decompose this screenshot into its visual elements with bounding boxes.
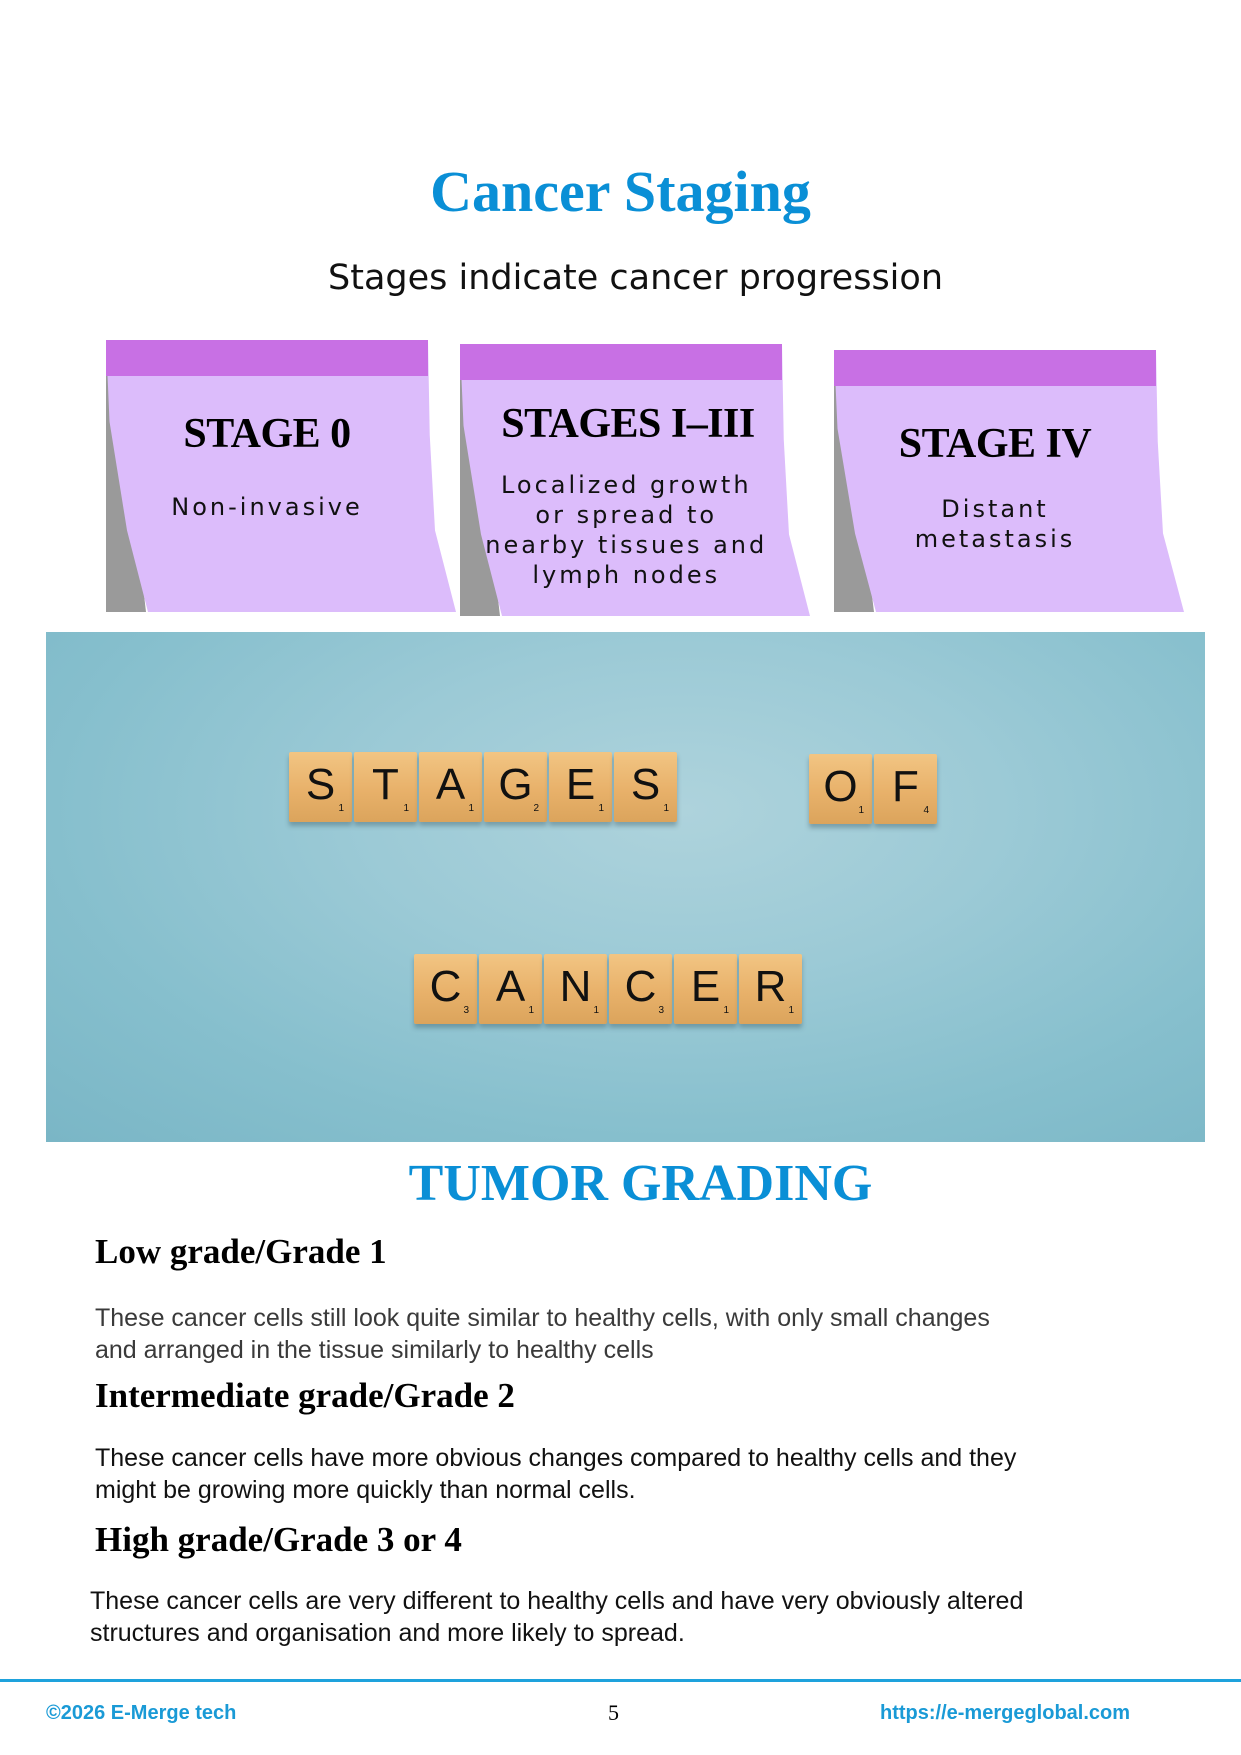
grade-1-description xyxy=(95,1302,1175,1366)
scrabble-tile xyxy=(809,754,872,824)
page-title: Cancer Staging xyxy=(430,159,811,224)
tile-score: 1 xyxy=(663,803,669,814)
sticky-note-stage-0 xyxy=(106,340,456,612)
sticky-note-stage-4 xyxy=(834,350,1184,612)
tile-score: 1 xyxy=(788,1005,794,1016)
stage-title: STAGE IV xyxy=(898,421,1092,467)
stage-description-line: metastasis xyxy=(914,525,1076,553)
grade-2-description xyxy=(95,1442,1175,1506)
grade-3-4-line: These cancer cells are very different to healthy cells and have very obviously altered xyxy=(90,1587,1024,1615)
tile-score: 1 xyxy=(858,805,864,816)
scrabble-tile xyxy=(739,954,802,1024)
stage-description-line: lymph nodes xyxy=(532,561,721,589)
scrabble-tile xyxy=(544,954,607,1024)
tile-score: 1 xyxy=(598,803,604,814)
grade-3-4-line: structures and organisation and more likely to spread. xyxy=(90,1619,685,1647)
stage-title: STAGES I–III xyxy=(501,401,755,447)
tile-score: 2 xyxy=(533,803,539,814)
note-tape xyxy=(460,344,782,380)
stage-description-line: Distant xyxy=(941,495,1049,523)
tile-score: 1 xyxy=(338,803,344,814)
note-tape xyxy=(834,350,1156,386)
tumor-grading-title: TUMOR GRADING xyxy=(408,1155,873,1212)
footer-copyright: ©2026 E-Merge tech xyxy=(46,1702,237,1724)
grade-2-line: might be growing more quickly than normal cells. xyxy=(95,1476,636,1504)
tile-letter: A xyxy=(435,760,466,809)
footer-website-link[interactable]: https://e-mergeglobal.com xyxy=(880,1702,1131,1724)
tile-letter: F xyxy=(892,762,919,811)
tile-score: 1 xyxy=(468,803,474,814)
tile-letter: R xyxy=(754,962,787,1011)
tile-score: 1 xyxy=(528,1005,534,1016)
tile-letter: S xyxy=(305,760,336,809)
grade-1-line: These cancer cells still look quite similar to healthy cells, with only small changes xyxy=(95,1304,990,1332)
tile-letter: S xyxy=(630,760,661,809)
tile-letter: E xyxy=(690,962,721,1011)
tile-score: 1 xyxy=(403,803,409,814)
scrabble-tile xyxy=(614,752,677,822)
sticky-note-stages-1-3 xyxy=(460,344,810,616)
scrabble-tile xyxy=(419,752,482,822)
scrabble-tile xyxy=(479,954,542,1024)
tile-letter: E xyxy=(565,760,596,809)
tile-letter: A xyxy=(495,962,526,1011)
tile-word-stages xyxy=(289,752,677,822)
scrabble-tile xyxy=(414,954,477,1024)
stage-description-line: nearby tissues and xyxy=(485,531,768,559)
grade-3-4-description xyxy=(90,1585,1170,1649)
scrabble-tile xyxy=(674,954,737,1024)
stage-description xyxy=(460,470,793,590)
tile-letter: N xyxy=(559,962,592,1011)
grade-1-line: and arranged in the tissue similarly to healthy cells xyxy=(95,1336,654,1364)
stages-of-cancer-photo xyxy=(46,632,1205,1142)
scrabble-tile xyxy=(609,954,672,1024)
stage-title: STAGE 0 xyxy=(183,411,351,457)
tile-letter: C xyxy=(624,962,657,1011)
scrabble-tile xyxy=(484,752,547,822)
stage-description: Non-invasive xyxy=(171,493,363,521)
tile-word-cancer xyxy=(414,954,802,1024)
page-subtitle: Stages indicate cancer progression xyxy=(328,258,943,298)
note-paper xyxy=(106,340,456,612)
scrabble-tile xyxy=(549,752,612,822)
grade-2-line: These cancer cells have more obvious changes compared to healthy cells and they xyxy=(95,1444,1017,1472)
stage-description xyxy=(834,494,1156,554)
note-paper xyxy=(834,350,1184,612)
tile-score: 1 xyxy=(723,1005,729,1016)
tile-letter: O xyxy=(823,762,858,811)
tile-letter: G xyxy=(498,760,533,809)
tile-score: 3 xyxy=(658,1005,664,1016)
scrabble-tile xyxy=(289,752,352,822)
tile-word-of xyxy=(809,754,937,824)
tile-score: 1 xyxy=(593,1005,599,1016)
tile-letter: T xyxy=(372,760,399,809)
scrabble-tile xyxy=(354,752,417,822)
grade-2-heading: Intermediate grade/Grade 2 xyxy=(95,1376,515,1415)
footer-divider xyxy=(0,1679,1241,1682)
grade-3-4-heading: High grade/Grade 3 or 4 xyxy=(95,1520,462,1559)
tile-letter: C xyxy=(429,962,462,1011)
tile-score: 3 xyxy=(463,1005,469,1016)
page-number: 5 xyxy=(608,1700,619,1725)
tile-score: 4 xyxy=(923,805,929,816)
scrabble-tile xyxy=(874,754,937,824)
note-tape xyxy=(106,340,428,376)
stage-description-line: or spread to xyxy=(535,501,718,529)
grade-1-heading: Low grade/Grade 1 xyxy=(95,1232,387,1271)
stage-description-line: Localized growth xyxy=(500,471,752,499)
